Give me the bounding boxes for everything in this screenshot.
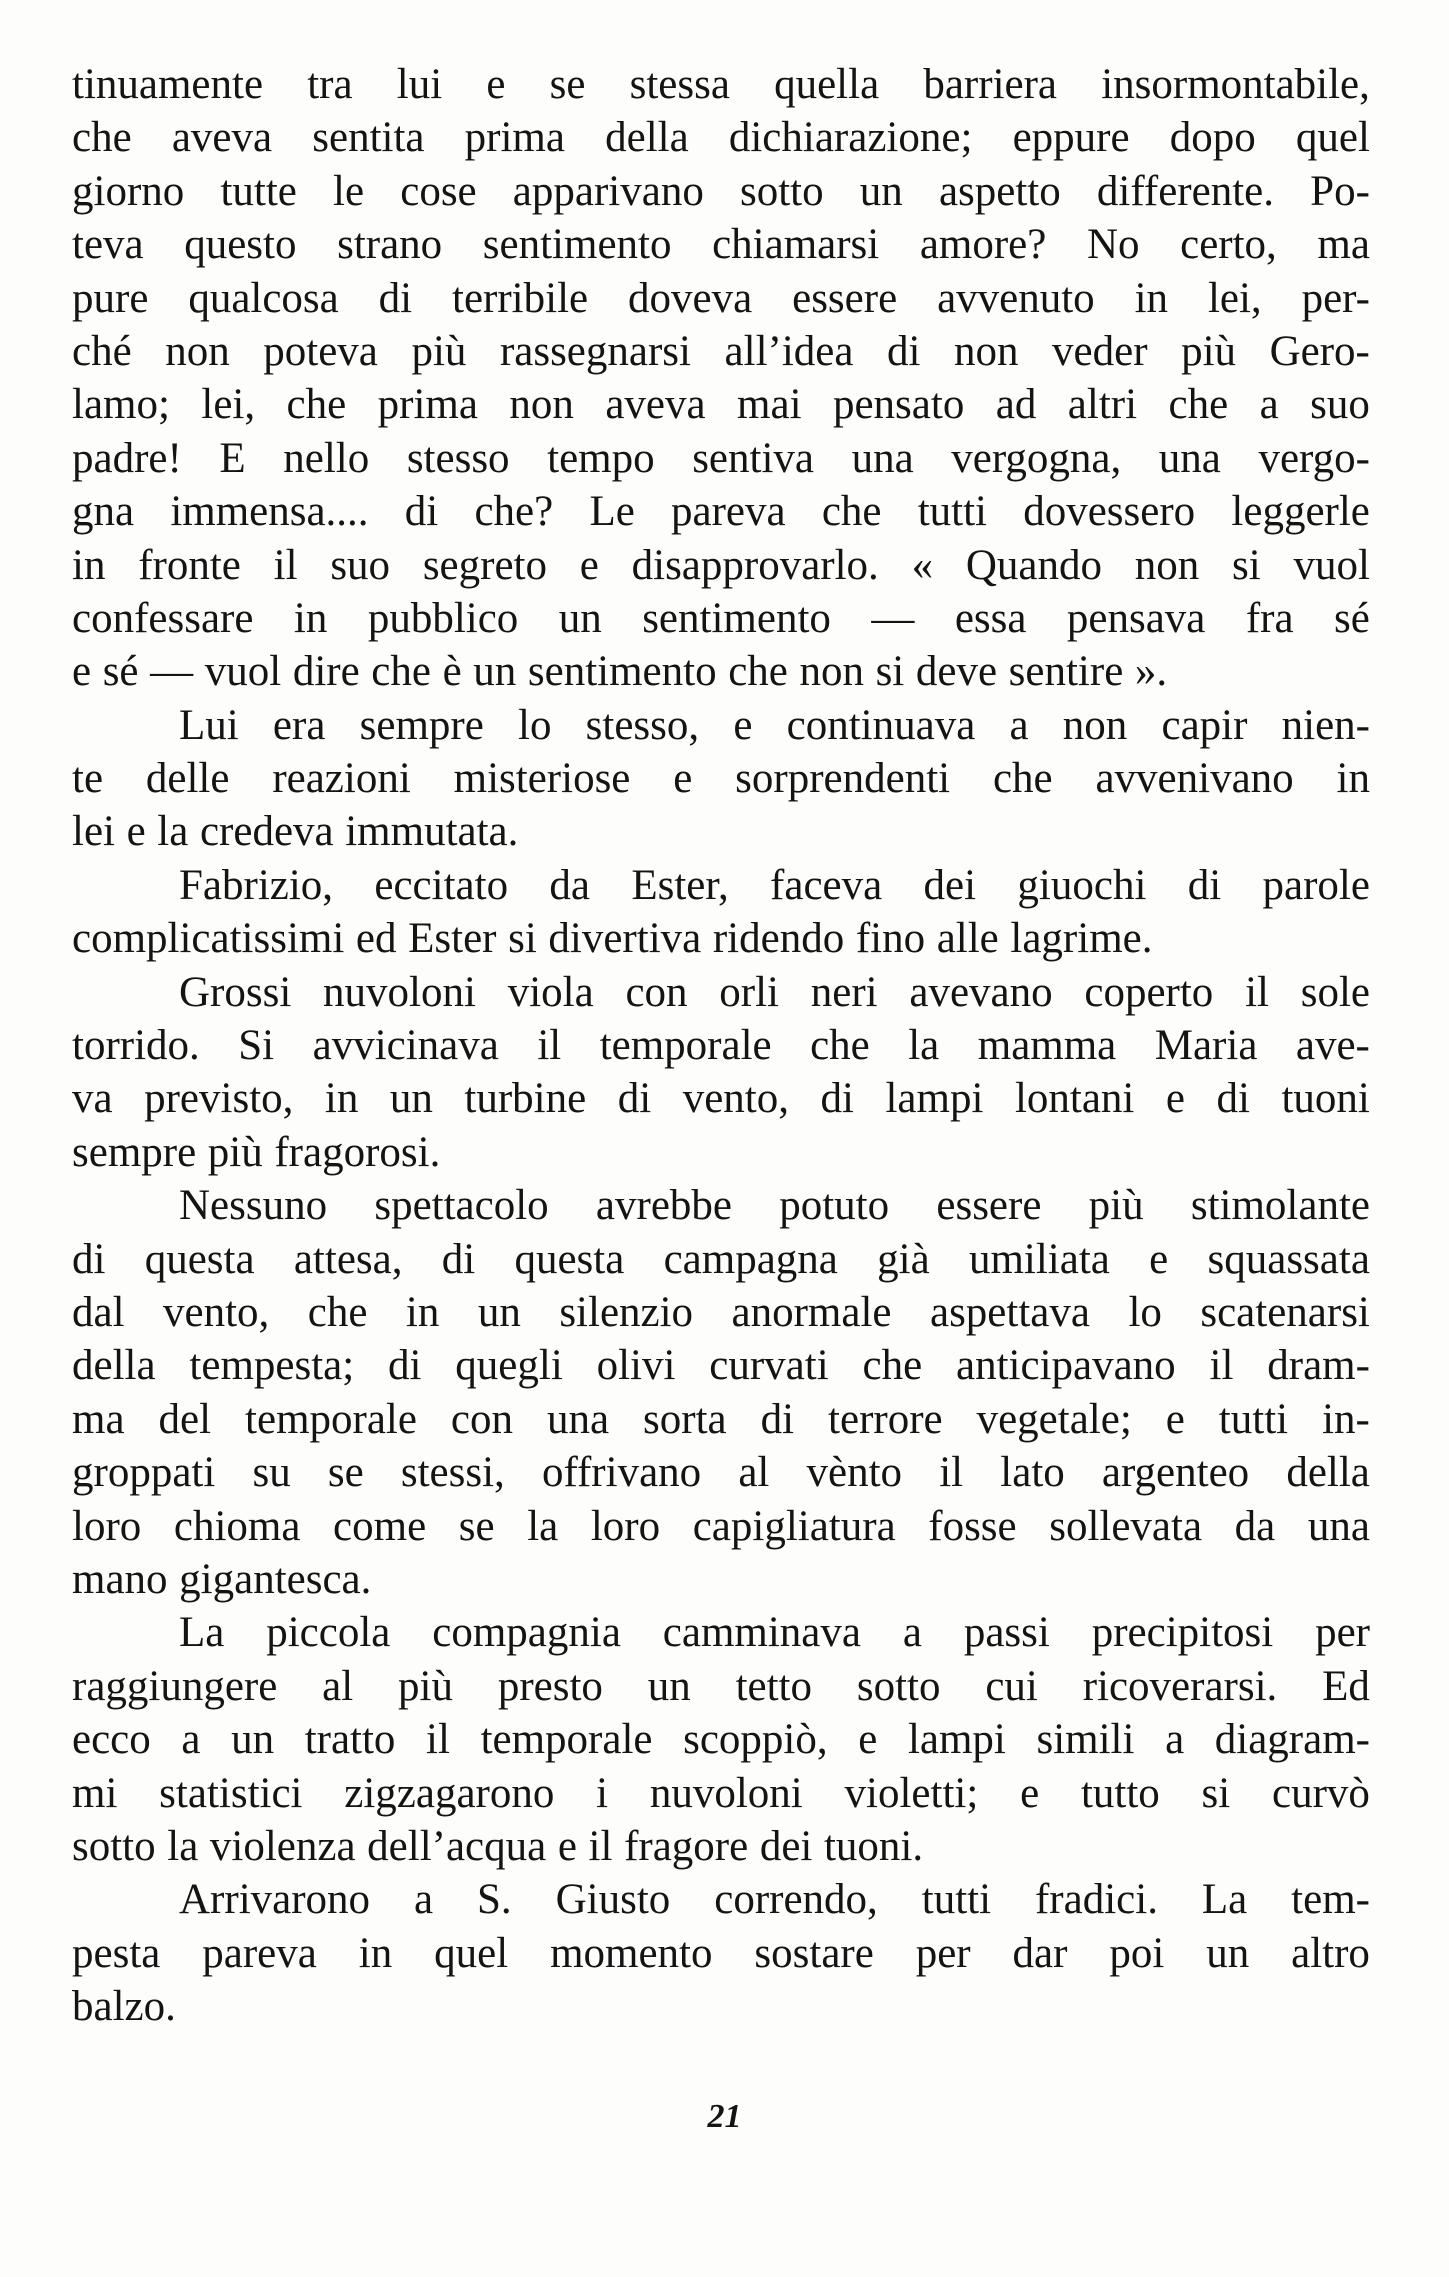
text-line: groppati su se stessi, offrivano al vènto il lato argenteo della <box>72 1449 1370 1497</box>
text-line: pure qualcosa di terribile doveva essere avvenuto in lei, per- <box>72 274 1370 322</box>
text-line: mano gigantesca. <box>72 1555 372 1603</box>
text-line: Grossi nuvoloni viola con orli neri avevano coperto il sole <box>179 968 1370 1016</box>
paragraph <box>72 1606 1370 1873</box>
text-line: torrido. Si avvicinava il temporale che la mamma Maria ave- <box>72 1022 1370 1070</box>
text-line: va previsto, in un turbine di vento, di lampi lontani e di tuoni <box>72 1075 1370 1123</box>
text-line: te delle reazioni misteriose e sorprendenti che avvenivano in <box>72 755 1370 803</box>
text-line: padre! E nello stesso tempo sentiva una vergogna, una vergo- <box>72 434 1370 482</box>
text-line: complicatissimi ed Ester si divertiva ridendo fino alle lagrime. <box>72 915 1153 963</box>
text-line: mi statistici zigzagarono i nuvoloni violetti; e tutto si curvò <box>72 1769 1370 1817</box>
text-line: che aveva sentita prima della dichiarazione; eppure dopo quel <box>72 114 1370 162</box>
text-line: ma del temporale con una sorta di terrore vegetale; e tutti in- <box>72 1395 1370 1443</box>
text-line: ecco a un tratto il temporale scoppiò, e lampi simili a diagram- <box>72 1716 1370 1764</box>
paragraph <box>72 1179 1370 1606</box>
page-number: 21 <box>707 2098 742 2135</box>
text-line: balzo. <box>72 1983 176 2031</box>
text-line: ché non poteva più rassegnarsi all’idea di non veder più Gero- <box>72 327 1370 375</box>
text-line: Fabrizio, eccitato da Ester, faceva dei giuochi di parole <box>179 861 1370 909</box>
text-line: gna immensa.... di che? Le pareva che tutti dovessero leggerle <box>72 488 1370 536</box>
paragraph <box>72 966 1370 1180</box>
text-line: teva questo strano sentimento chiamarsi amore? No certo, ma <box>72 221 1370 269</box>
text-line: Nessuno spettacolo avrebbe potuto essere più stimolante <box>179 1182 1370 1230</box>
text-line: sempre più fragorosi. <box>72 1128 441 1176</box>
text-line: sotto la violenza dell’acqua e il fragore dei tuoni. <box>72 1822 924 1870</box>
text-line: loro chioma come se la loro capigliatura fosse sollevata da una <box>72 1502 1370 1550</box>
text-line: e sé — vuol dire che è un sentimento che non si deve sentire ». <box>72 648 1168 696</box>
text-line: dal vento, che in un silenzio anormale aspettava lo scatenarsi <box>72 1288 1370 1336</box>
paragraph <box>72 58 1370 699</box>
text-line: La piccola compagnia camminava a passi precipitosi per <box>179 1609 1370 1657</box>
text-line: pesta pareva in quel momento sostare per dar poi un altro <box>72 1929 1370 1977</box>
paragraph <box>72 1873 1370 2033</box>
text-line: raggiungere al più presto un tetto sotto cui ricoverarsi. Ed <box>72 1662 1370 1710</box>
text-line: confessare in pubblico un sentimento — essa pensava fra sé <box>72 594 1370 642</box>
text-line: in fronte il suo segreto e disapprovarlo. « Quando non si vuol <box>72 541 1370 589</box>
text-line: giorno tutte le cose apparivano sotto un aspetto differente. Po- <box>72 167 1370 215</box>
text-line: Arrivarono a S. Giusto correndo, tutti fradici. La tem- <box>179 1876 1370 1924</box>
text-line: della tempesta; di quegli olivi curvati che anticipavano il dram- <box>72 1342 1370 1390</box>
text-line: di questa attesa, di questa campagna già umiliata e squassata <box>72 1235 1370 1283</box>
text-line: tinuamente tra lui e se stessa quella barriera insormontabile, <box>72 61 1370 108</box>
paragraph <box>72 859 1370 966</box>
text-line: Lui era sempre lo stesso, e continuava a non capir nien- <box>179 701 1370 749</box>
text-line: lamo; lei, che prima non aveva mai pensato ad altri che a suo <box>72 381 1370 429</box>
body-text <box>72 58 1370 2033</box>
text-line: lei e la credeva immutata. <box>72 808 519 856</box>
paragraph <box>72 699 1370 859</box>
